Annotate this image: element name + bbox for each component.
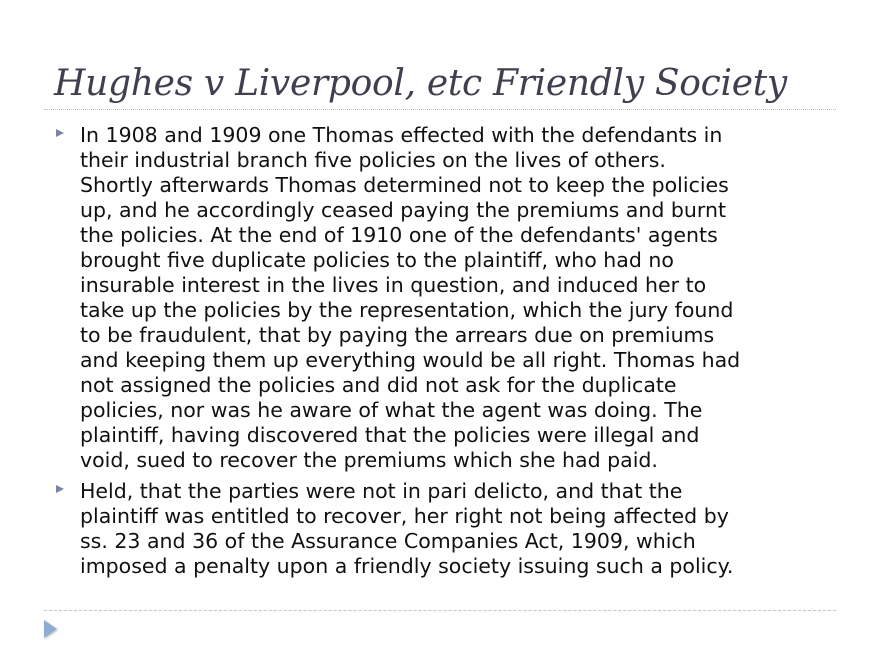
text-line: up, and he accordingly ceased paying the premiums and burnt — [80, 198, 726, 222]
text-line: to be fraudulent, that by paying the arrears due on premiums — [80, 323, 715, 347]
text-line: brought five duplicate policies to the plaintiff, who had no — [80, 248, 674, 272]
text-line: insurable interest in the lives in question, and induced her to — [80, 273, 707, 297]
triangle-bullet-icon — [56, 129, 64, 137]
title-divider — [44, 109, 836, 110]
text-line: Shortly afterwards Thomas determined not to keep the policies — [80, 173, 729, 197]
text-line: their industrial branch five policies on the lives of others. — [80, 148, 666, 172]
bullet-text — [80, 479, 844, 579]
slide-title: Hughes v Liverpool, etc Friendly Society — [54, 63, 787, 104]
text-line: policies, nor was he aware of what the agent was doing. The — [80, 398, 703, 422]
text-line: plaintiff, having discovered that the policies were illegal and — [80, 423, 700, 447]
text-line: ss. 23 and 36 of the Assurance Companies Act, 1909, which — [80, 529, 696, 553]
bullet-item — [54, 123, 844, 473]
text-line: take up the policies by the representation, which the jury found — [80, 298, 734, 322]
text-line: imposed a penalty upon a friendly society issuing such a policy. — [80, 554, 734, 578]
text-line: the policies. At the end of 1910 one of the defendants' agents — [80, 223, 718, 247]
text-line: In 1908 and 1909 one Thomas effected with the defendants in — [80, 123, 723, 147]
bullet-text — [80, 123, 844, 473]
bullet-item — [54, 479, 844, 579]
text-line: void, sued to recover the premiums which she had paid. — [80, 448, 658, 472]
slide-body — [54, 123, 844, 585]
text-line: and keeping them up everything would be all right. Thomas had — [80, 348, 741, 372]
text-line: not assigned the policies and did not ask for the duplicate — [80, 373, 677, 397]
text-line: plaintiff was entitled to recover, her right not being affected by — [80, 504, 729, 528]
text-line: Held, that the parties were not in pari delicto, and that the — [80, 479, 683, 503]
triangle-bullet-icon — [56, 485, 64, 493]
footer-divider — [44, 610, 836, 611]
next-slide-arrow-icon[interactable] — [44, 620, 57, 638]
